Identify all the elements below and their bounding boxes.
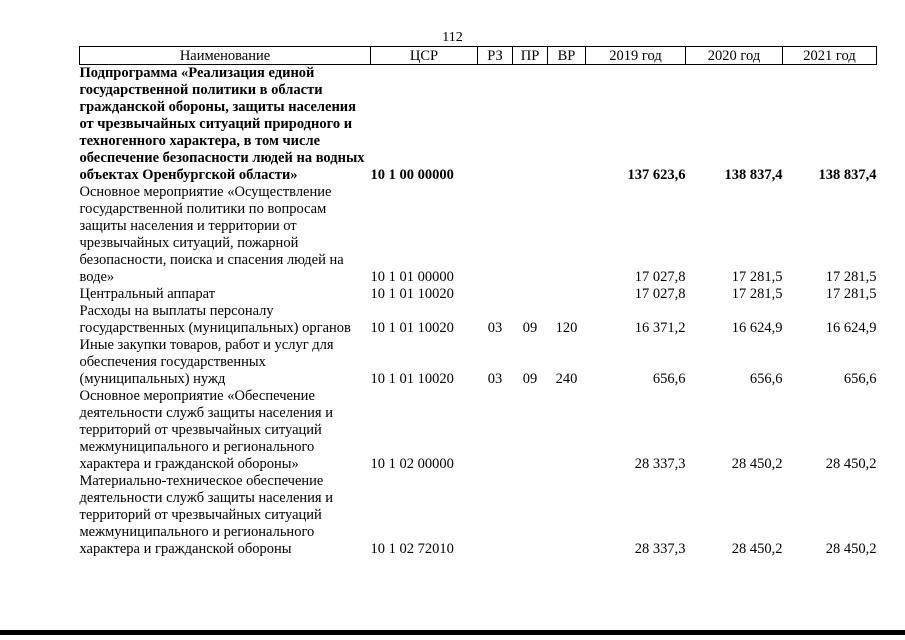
table-row — [80, 286, 877, 303]
cell-csr: 10 1 02 00000 — [370, 456, 454, 472]
cell-2021: 17 281,5 — [825, 286, 877, 302]
cell-2021: 16 624,9 — [825, 320, 877, 336]
header-csr: ЦСР — [371, 47, 478, 65]
budget-table — [79, 46, 877, 558]
cell-pr — [513, 286, 548, 303]
cell-pr — [513, 473, 548, 558]
cell-pr: 09 — [522, 371, 538, 387]
table-row — [80, 337, 877, 388]
cell-rz — [478, 184, 513, 286]
cell-2019: 16 371,2 — [634, 320, 686, 336]
cell-vr — [548, 184, 586, 286]
header-rz: РЗ — [478, 47, 513, 65]
cell-name: Иные закупки товаров, работ и услуг для обеспечения государственных (муниципальных) нужд — [79, 337, 334, 387]
cell-pr — [513, 184, 548, 286]
cell-2021: 138 837,4 — [818, 167, 877, 183]
cell-csr: 10 1 02 72010 — [370, 541, 454, 557]
cell-vr — [548, 388, 586, 473]
cell-rz — [478, 65, 513, 185]
cell-2021: 656,6 — [843, 371, 877, 387]
cell-name: Расходы на выплаты персоналу государственных (муниципальных) органов — [79, 303, 351, 336]
cell-vr — [548, 65, 586, 185]
table-row — [80, 473, 877, 558]
cell-2019: 17 027,8 — [634, 269, 686, 285]
cell-2020: 138 837,4 — [724, 167, 783, 183]
cell-vr: 120 — [555, 320, 578, 336]
cell-vr — [548, 473, 586, 558]
cell-pr — [513, 388, 548, 473]
cell-2019: 28 337,3 — [634, 456, 686, 472]
cell-name: Основное мероприятие «Осуществление государственной политики по вопросам защиты населения и территории от чрезвычайных ситуаций, пожарной безопасности, поиска и спасения людей на воде» — [79, 184, 344, 285]
table-row — [80, 388, 877, 473]
table-body — [80, 65, 877, 559]
table-row — [80, 184, 877, 286]
header-pr: ПР — [513, 47, 548, 65]
header-2020: 2020 год — [686, 47, 783, 65]
cell-pr — [513, 65, 548, 185]
cell-2020: 17 281,5 — [731, 286, 783, 302]
cell-2020: 16 624,9 — [731, 320, 783, 336]
table-header — [80, 47, 877, 65]
cell-2019: 28 337,3 — [634, 541, 686, 557]
cell-2020: 17 281,5 — [731, 269, 783, 285]
cell-2020: 28 450,2 — [731, 541, 783, 557]
cell-2019: 17 027,8 — [634, 286, 686, 302]
cell-rz — [478, 286, 513, 303]
cell-name: Подпрограмма «Реализация единой государственной политики в области гражданской обороны, защиты населения от чрезвычайных ситуаций природного и техногенного характера, в том числе обеспечение безопасности людей на водных объектах Оренбургской области» — [79, 65, 365, 183]
table-row — [80, 303, 877, 337]
cell-2019: 656,6 — [652, 371, 686, 387]
bottom-rule — [0, 630, 905, 635]
header-vr: ВР — [548, 47, 586, 65]
page-number: 112 — [442, 30, 463, 45]
cell-2019: 137 623,6 — [627, 167, 686, 183]
cell-csr: 10 1 01 10020 — [370, 320, 454, 336]
cell-rz: 03 — [487, 371, 503, 387]
cell-pr: 09 — [522, 320, 538, 336]
header-row — [80, 47, 877, 65]
cell-2021: 17 281,5 — [825, 269, 877, 285]
cell-rz — [478, 388, 513, 473]
cell-name: Центральный аппарат — [79, 286, 216, 302]
cell-csr: 10 1 00 00000 — [370, 167, 454, 183]
header-2021: 2021 год — [783, 47, 877, 65]
cell-2020: 656,6 — [749, 371, 783, 387]
header-2019: 2019 год — [586, 47, 686, 65]
cell-2021: 28 450,2 — [825, 456, 877, 472]
cell-vr — [548, 286, 586, 303]
table-row — [80, 65, 877, 185]
cell-2021: 28 450,2 — [825, 541, 877, 557]
cell-rz — [478, 473, 513, 558]
cell-csr: 10 1 01 00000 — [370, 269, 454, 285]
cell-csr: 10 1 01 10020 — [370, 371, 454, 387]
cell-rz: 03 — [487, 320, 503, 336]
cell-csr: 10 1 01 10020 — [370, 286, 454, 302]
cell-vr: 240 — [555, 371, 578, 387]
cell-name: Материально-техническое обеспечение деятельности служб защиты населения и территорий от чрезвычайных ситуаций межмуниципального и регионального характера и гражданской обороны — [79, 473, 333, 557]
cell-2020: 28 450,2 — [731, 456, 783, 472]
header-name: Наименование — [80, 47, 371, 65]
cell-name: Основное мероприятие «Обеспечение деятельности служб защиты населения и территорий от чрезвычайных ситуаций межмуниципального и регионального характера и гражданской обороны» — [79, 388, 333, 472]
